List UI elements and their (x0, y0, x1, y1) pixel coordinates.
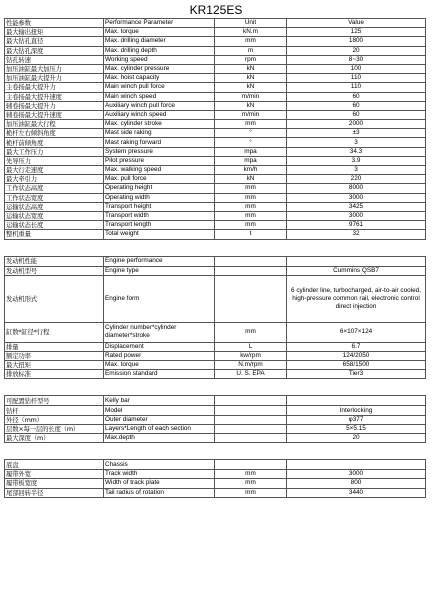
perf-row (5, 221, 426, 230)
perf-en: Max. drilling depth (104, 46, 215, 55)
perf-unit: kN (215, 74, 287, 83)
engine-cn: 发动机形式 (5, 275, 104, 322)
engine-cn: 缸数*缸径*行程 (5, 322, 104, 342)
engine-cn: 额定功率 (5, 351, 104, 360)
perf-value: 8000 (287, 184, 426, 193)
engine-row (5, 361, 426, 370)
perf-cn: 运输状态长度 (5, 221, 104, 230)
perf-en: Max. torque (104, 28, 215, 37)
perf-row (5, 55, 426, 64)
engine-en: Engine form (104, 275, 215, 322)
perf-unit: km/h (215, 166, 287, 175)
spec-table (4, 18, 426, 498)
perf-value: 2000 (287, 120, 426, 129)
perf-cn: 工作状态高度 (5, 184, 104, 193)
kelly-section-cn: 可配置钻杆型号 (5, 396, 104, 406)
kelly-cn: 最大深度（m） (5, 434, 104, 443)
engine-unit: N.m/rpm (215, 361, 287, 370)
perf-en: Transport length (104, 221, 215, 230)
engine-value: 6 cylinder line, turbocharged, air-to-air cooled, high-pressure common rail, electronic control direct injection (287, 275, 426, 322)
chassis-cn: 履带板宽度 (5, 479, 104, 488)
perf-en: Mast side raking (104, 129, 215, 138)
perf-unit: mm (215, 211, 287, 220)
perf-cn: 加压油缸最大提升力 (5, 74, 104, 83)
perf-value: 3 (287, 166, 426, 175)
chassis-section-cn: 底盘 (5, 460, 104, 470)
engine-cn: 最大扭矩 (5, 361, 104, 370)
perf-cn: 整机重量 (5, 230, 104, 239)
perf-value: 1800 (287, 37, 426, 46)
kelly-value: φ377 (287, 415, 426, 424)
chassis-row (5, 470, 426, 479)
chassis-row (5, 479, 426, 488)
perf-cn: 桅杆左右倾斜角度 (5, 129, 104, 138)
kelly-unit (215, 415, 287, 424)
perf-value: 60 (287, 101, 426, 110)
perf-value: 220 (287, 175, 426, 184)
perf-en: Auxiliary winch speed (104, 110, 215, 119)
perf-cn: 主卷扬最大提升速度 (5, 92, 104, 101)
header-en: Performance Parameter (104, 19, 215, 28)
perf-value: 110 (287, 83, 426, 92)
engine-value: Tier3 (287, 370, 426, 379)
engine-value: Cummins QSB7 (287, 266, 426, 275)
perf-unit: ° (215, 129, 287, 138)
kelly-value: Interlocking (287, 406, 426, 415)
perf-en: Main winch speed (104, 92, 215, 101)
perf-value: 100 (287, 64, 426, 73)
perf-en: Max. cylinder stroke (104, 120, 215, 129)
kelly-en: Layers*Length of each section (104, 424, 215, 433)
perf-row (5, 64, 426, 73)
perf-value: 8~30 (287, 55, 426, 64)
engine-en: Cylinder number*cylinder diameter*stroke (104, 322, 215, 342)
perf-unit: mm (215, 193, 287, 202)
engine-cn: 排放标准 (5, 370, 104, 379)
perf-unit: mpa (215, 156, 287, 165)
perf-en: Transport height (104, 202, 215, 211)
perf-value: 3000 (287, 211, 426, 220)
kelly-cn: 外径（mm） (5, 415, 104, 424)
perf-row (5, 166, 426, 175)
engine-row (5, 322, 426, 342)
perf-value: 125 (287, 28, 426, 37)
perf-cn: 辅卷扬最大提升速度 (5, 110, 104, 119)
chassis-unit: mm (215, 488, 287, 497)
header-cn: 性能参数 (5, 19, 104, 28)
perf-row (5, 211, 426, 220)
engine-en: Rated power (104, 351, 215, 360)
engine-value: 6.7 (287, 342, 426, 351)
perf-cn: 辅卷扬最大提升力 (5, 101, 104, 110)
perf-value: 3 (287, 138, 426, 147)
engine-row (5, 342, 426, 351)
chassis-cn: 履带外宽 (5, 470, 104, 479)
perf-unit: mm (215, 221, 287, 230)
chassis-unit: mm (215, 479, 287, 488)
perf-value: 110 (287, 74, 426, 83)
engine-value: 658/1500 (287, 361, 426, 370)
perf-cn: 最大输出扭矩 (5, 28, 104, 37)
perf-en: Main winch pull force (104, 83, 215, 92)
chassis-row (5, 488, 426, 497)
engine-row (5, 351, 426, 360)
kelly-unit (215, 424, 287, 433)
perf-value: ±3 (287, 129, 426, 138)
engine-value: 124/2050 (287, 351, 426, 360)
engine-unit: L (215, 342, 287, 351)
perf-unit: ° (215, 138, 287, 147)
chassis-unit: mm (215, 470, 287, 479)
engine-section-en: Engine performance (104, 256, 215, 266)
perf-row (5, 147, 426, 156)
perf-cn: 主卷扬最大提升力 (5, 83, 104, 92)
engine-en: Max. torque (104, 361, 215, 370)
engine-unit: kw/rpm (215, 351, 287, 360)
perf-unit: mm (215, 184, 287, 193)
engine-row (5, 275, 426, 322)
perf-row (5, 202, 426, 211)
perf-unit: m (215, 46, 287, 55)
perf-unit: kN (215, 175, 287, 184)
engine-cn: 发动机型号 (5, 266, 104, 275)
perf-unit: rpm (215, 55, 287, 64)
chassis-en: Track width (104, 470, 215, 479)
perf-en: Working speed (104, 55, 215, 64)
chassis-value: 3440 (287, 488, 426, 497)
perf-cn: 最大行走速度 (5, 166, 104, 175)
kelly-cn: 层数×每一层的长度（m） (5, 424, 104, 433)
perf-en: Transport width (104, 211, 215, 220)
perf-unit: kN (215, 101, 287, 110)
kelly-en: Model (104, 406, 215, 415)
kelly-unit (215, 406, 287, 415)
kelly-row (5, 424, 426, 433)
engine-en: Engine type (104, 266, 215, 275)
perf-cn: 加压油缸最大加压力 (5, 64, 104, 73)
perf-unit: kN.m (215, 28, 287, 37)
perf-unit: mm (215, 37, 287, 46)
perf-row (5, 184, 426, 193)
chassis-en: Tail radius of rotation (104, 488, 215, 497)
kelly-row (5, 434, 426, 443)
perf-cn: 最大钻孔深度 (5, 46, 104, 55)
perf-unit: t (215, 230, 287, 239)
perf-en: Mast raking forward (104, 138, 215, 147)
perf-value: 32 (287, 230, 426, 239)
engine-unit: U. S. EPA (215, 370, 287, 379)
perf-row (5, 28, 426, 37)
perf-cn: 最大工作压力 (5, 147, 104, 156)
perf-en: Max. walking speed (104, 166, 215, 175)
perf-en: Operating height (104, 184, 215, 193)
kelly-unit (215, 434, 287, 443)
perf-cn: 最大牵引力 (5, 175, 104, 184)
chassis-value: 800 (287, 479, 426, 488)
chassis-cn: 尾部回转半径 (5, 488, 104, 497)
spacer-row (5, 443, 426, 460)
spacer-row (5, 239, 426, 256)
perf-row (5, 138, 426, 147)
perf-en: Max. hoist capacity (104, 74, 215, 83)
perf-en: Pilot pressure (104, 156, 215, 165)
perf-unit: kN (215, 64, 287, 73)
perf-unit: mpa (215, 147, 287, 156)
kelly-row (5, 415, 426, 424)
header-value: Value (287, 19, 426, 28)
perf-cn: 工作状态宽度 (5, 193, 104, 202)
perf-unit: m/min (215, 110, 287, 119)
perf-row (5, 156, 426, 165)
perf-value: 20 (287, 46, 426, 55)
engine-section-row (5, 256, 426, 266)
engine-en: Displacement (104, 342, 215, 351)
perf-row (5, 129, 426, 138)
perf-en: Max. pull force (104, 175, 215, 184)
perf-value: 3.9 (287, 156, 426, 165)
perf-cn: 运输状态宽度 (5, 211, 104, 220)
kelly-row (5, 406, 426, 415)
perf-value: 9761 (287, 221, 426, 230)
perf-unit: kN (215, 83, 287, 92)
perf-value: 34.3 (287, 147, 426, 156)
engine-unit (215, 266, 287, 275)
perf-cn: 先导压力 (5, 156, 104, 165)
perf-cn: 运输状态高度 (5, 202, 104, 211)
perf-unit: mm (215, 120, 287, 129)
perf-row (5, 193, 426, 202)
engine-cn: 排量 (5, 342, 104, 351)
perf-en: Auxiliary winch pull force (104, 101, 215, 110)
perf-row (5, 92, 426, 101)
perf-en: Total weight (104, 230, 215, 239)
engine-row (5, 370, 426, 379)
perf-row (5, 101, 426, 110)
perf-row (5, 175, 426, 184)
engine-en: Emission standard (104, 370, 215, 379)
perf-cn: 桅杆前倾角度 (5, 138, 104, 147)
kelly-en: Max.depth (104, 434, 215, 443)
perf-value: 60 (287, 110, 426, 119)
kelly-value: 20 (287, 434, 426, 443)
kelly-section-en: Kelly bar (104, 396, 215, 406)
engine-row (5, 266, 426, 275)
chassis-section-en: Chassis (104, 460, 215, 470)
perf-value: 3000 (287, 193, 426, 202)
perf-row (5, 74, 426, 83)
chassis-value: 3000 (287, 470, 426, 479)
perf-cn: 加压油缸最大行程 (5, 120, 104, 129)
engine-section-cn: 发动机性能 (5, 256, 104, 266)
kelly-en: Outer diameter (104, 415, 215, 424)
perf-unit: mm (215, 202, 287, 211)
spacer-row (5, 379, 426, 396)
perf-row (5, 37, 426, 46)
perf-en: Max. drilling diameter (104, 37, 215, 46)
document-title: KR125ES (189, 3, 243, 17)
perf-row (5, 110, 426, 119)
perf-cn: 钻孔转速 (5, 55, 104, 64)
engine-unit (215, 275, 287, 322)
kelly-cn: 钻杆 (5, 406, 104, 415)
header-unit: Unit (215, 19, 287, 28)
perf-en: Operating width (104, 193, 215, 202)
engine-unit: mm (215, 322, 287, 342)
perf-cn: 最大钻孔直径 (5, 37, 104, 46)
perf-en: System pressure (104, 147, 215, 156)
perf-en: Max. cylinder pressure (104, 64, 215, 73)
perf-row (5, 83, 426, 92)
chassis-en: Width of track plate (104, 479, 215, 488)
engine-value: 6×107×124 (287, 322, 426, 342)
perf-row (5, 46, 426, 55)
kelly-section-row (5, 396, 426, 406)
perf-value: 60 (287, 92, 426, 101)
perf-row (5, 120, 426, 129)
header-row (5, 19, 426, 28)
perf-row (5, 230, 426, 239)
kelly-value: 5×5.15 (287, 424, 426, 433)
perf-value: 3425 (287, 202, 426, 211)
chassis-section-row (5, 460, 426, 470)
perf-unit: m/min (215, 92, 287, 101)
